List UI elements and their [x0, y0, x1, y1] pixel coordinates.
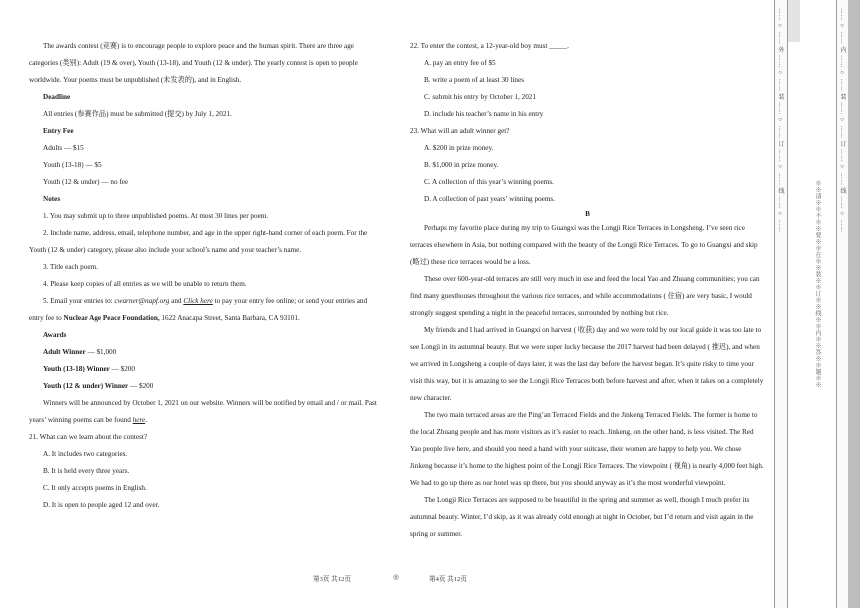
passage-b-paragraph-4: The two main terraced areas are the Ping’an Terraced Fields and the Jinkeng Terraced Fields. The former is home to the local Zhuang people and has more visitors as it’s easier to reach. Jinkeng, on the other hand, is less visited. The Red Yao people live here, and should you need a hand with your suitcase, their women are happy to help you. We chose Jinkeng because it’s home to the highest point of the Longji Rice Terraces. The viewpoint ( 视角) is nearly 4,000 feet high. We had to go up there as our hotel was up there, but you should anyway as it’s the most wonderful viewpoint.	[410, 411, 764, 487]
q21-option-c: C. It only accepts poems in English.	[43, 484, 147, 492]
note-3: 3. Title each poem.	[43, 263, 98, 271]
q21-option-a: A. It includes two categories.	[43, 450, 128, 458]
deadline-heading: Deadline	[43, 93, 71, 101]
binding-warning-panel	[800, 0, 836, 608]
binding-warning-text: ※※请※※不※※要※※在※※装※※订※※线※※内※※答※※题※※	[814, 180, 820, 388]
award-youth-12-under-value: — $200	[128, 382, 154, 390]
note-5-text-d: 1622 Anacapa Street, Santa Barbara, CA 93101.	[159, 314, 300, 322]
award-youth-13-18-label: Youth (13-18) Winner	[43, 365, 110, 373]
section-b-heading: B	[585, 210, 590, 218]
page-number-4: 第4页 共12页	[429, 576, 467, 583]
q22-option-c: C. submit his entry by October 1, 2021	[424, 93, 536, 101]
q23-option-b: B. $1,000 in prize money.	[424, 161, 499, 169]
passage-b-paragraph-5: The Longji Rice Terraces are supposed to be beautiful in the spring and summer as well, though I much prefer its autumnal beauty. Winter, I’d skip, as it was already cold enough at night in October, but I’d return and visit again in the spring or summer.	[410, 496, 754, 538]
past-poems-link[interactable]: here	[132, 416, 146, 424]
footer-separator: ◎	[393, 574, 399, 581]
question-22: 22. To enter the contest, a 12-year-old boy must _____.	[410, 42, 569, 50]
note-1: 1. You may submit up to three unpublished poems. At most 30 lines per poem.	[43, 212, 269, 220]
passage-b-paragraph-1: Perhaps my favorite place during my trip to Guangxi was the Longji Rice Terraces in Longsheng. I’ve seen rice terraces elsewhere in Asia, but nothing compared with the beauty of the Longji Rice Terraces. To go to Guangxi and skip (略过) these rice terraces would be a loss.	[410, 224, 758, 266]
deadline-text: All entries (参赛作品) must be submitted (提交) by July 1, 2021.	[43, 110, 232, 118]
outer-binding-text: …… ○ …… 外 …… ○ …… 装 …… ○ …… 订 …… ○ …… 线 …… ○ ……	[777, 8, 783, 233]
note-5-text-b: and	[169, 297, 184, 305]
award-adult-label: Adult Winner	[43, 348, 86, 356]
contest-intro: The awards contest (竞赛) is to encourage people to explore peace and the human spirit. There are three age categories (类别): Adult (19 & over), Youth (13-18), and Youth (12 & under). The yearly contest is open to people worldwide. Your poems must be unpublished (未发表的), and in English.	[29, 42, 358, 84]
passage-b-paragraph-3: My friends and I had arrived in Guangxi on harvest ( 收获) day and we were told by our local guide it was too late to see Longji in its autumnal beauty. But we were super lucky because the 2017 harvest had been delayed ( 推迟), and when we arrived in Longsheng a couple of days later, it was the last day before the harvest began. It’s quite risky to time your visit this way, but it is amazing to see the Longji Rice Terraces both before harvest and after, when it takes on a completely new character.	[410, 326, 764, 402]
note-2: 2. Include name, address, email, telephone number, and age in the upper right-hand corner of each poem. For the Youth (12 & under) category, please also include your school’s name and your teacher’s name.	[29, 229, 368, 254]
awards-heading: Awards	[43, 331, 67, 339]
foundation-name: Nuclear Age Peace Foundation,	[63, 314, 160, 322]
right-column	[410, 38, 765, 543]
q23-option-d: D. A collection of past years’ winning poems.	[424, 195, 556, 203]
note-5-text-a: 5. Email your entries to:	[43, 297, 115, 305]
fee-youth-13-18: Youth (13-18) — $5	[43, 161, 102, 169]
left-column	[29, 38, 377, 514]
award-youth-13-18	[29, 361, 377, 378]
question-21: 21. What can we learn about the contest?	[29, 433, 148, 441]
award-adult-value: — $1,000	[85, 348, 117, 356]
fee-youth-12-under: Youth (12 & under) — no fee	[43, 178, 129, 186]
q22-option-d: D. include his teacher’s name in his entry	[424, 110, 544, 118]
q21-option-d: D. It is open to people aged 12 and over.	[43, 501, 160, 509]
pay-fee-link[interactable]: Click here	[183, 297, 213, 305]
entry-fee-heading: Entry Fee	[43, 127, 74, 135]
q23-option-a: A. $200 in prize money.	[424, 144, 494, 152]
q22-option-a: A. pay an entry fee of $5	[424, 59, 496, 67]
binding-dark-edge	[848, 0, 860, 608]
q21-option-b: B. It is held every three years.	[43, 467, 130, 475]
winners-announcement	[29, 395, 377, 429]
winners-text-a: Winners will be announced by October 1, 2021 on our website. Winners will be notified by email and / or mail. Past years’ winning poems can be found	[29, 399, 377, 424]
award-adult	[29, 344, 377, 361]
outer-binding-line	[774, 0, 788, 608]
email-address: cwarner@napf.org	[114, 297, 170, 305]
winners-text-b: .	[145, 416, 147, 424]
note-5	[29, 293, 377, 327]
note-5-text-c: to pay your entry fee online; or send your entries and entry fee to	[29, 297, 368, 322]
note-4: 4. Please keep copies of all entries as we will be unable to return them.	[43, 280, 247, 288]
passage-b-paragraph-2: These over 600-year-old terraces are still very much in use and feed the local Yao and Zhuang communities; you can find many guesthouses throughout the various rice terraces, and while accommodations ( 住宿) are very basic, I would strongly suggest spending a night in the peaceful terraces, surrounded by nothing but rice.	[410, 275, 760, 317]
inner-binding-text: …… ○ …… 内 …… ○ …… 装 …… ○ …… 订 …… ○ …… 线 …… ○ ……	[839, 8, 845, 233]
q22-option-b: B. write a poem of at least 30 lines	[424, 76, 525, 84]
fee-adults: Adults — $15	[43, 144, 84, 152]
notes-heading: Notes	[43, 195, 61, 203]
page-number-3: 第3页 共12页	[313, 576, 351, 583]
question-23: 23. What will an adult winner get?	[410, 127, 510, 135]
q23-option-c: C. A collection of this year’s winning poems.	[424, 178, 554, 186]
award-youth-12-under	[29, 378, 377, 395]
award-youth-13-18-value: — $200	[109, 365, 135, 373]
award-youth-12-under-label: Youth (12 & under) Winner	[43, 382, 129, 390]
